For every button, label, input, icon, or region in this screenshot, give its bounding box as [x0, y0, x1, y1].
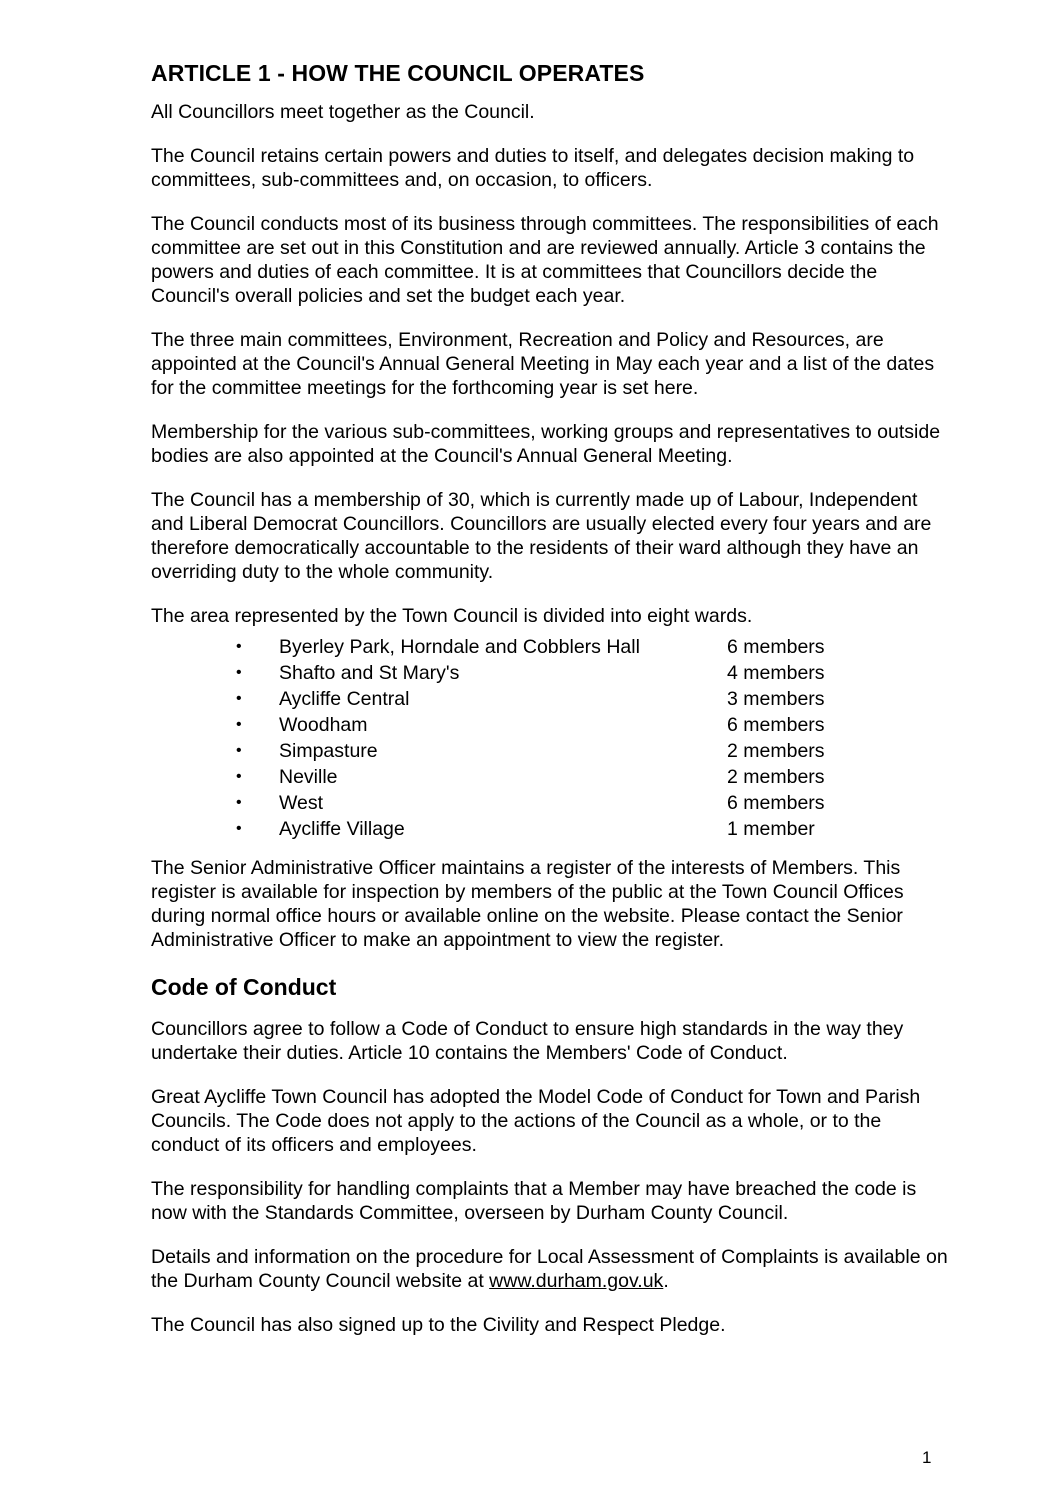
bullet-icon: • — [236, 638, 242, 655]
ward-members: 4 members — [727, 662, 825, 684]
bullet-icon: • — [236, 794, 242, 811]
paragraph-council-membership: The Council has a membership of 30, which is currently made up of Labour, Independent and Liberal Democrat Councillors. Councillors are usually elected every four years and are therefore democratically accountable to the residents of their ward although they have an overriding duty to the whole community. — [151, 489, 932, 583]
bullet-icon: • — [236, 768, 242, 785]
paragraph-membership: Membership for the various sub-committees, working groups and representatives to outside bodies are also appointed at the Council's Annual General Meeting. — [151, 421, 941, 467]
ward-members: 6 members — [727, 636, 825, 658]
bullet-icon: • — [236, 820, 242, 837]
paragraph-civility-pledge: The Council has also signed up to the Civility and Respect Pledge. — [151, 1314, 726, 1336]
bullet-icon: • — [236, 690, 242, 707]
paragraph-register-of-interests: The Senior Administrative Officer maintains a register of the interests of Members. This register is available for inspection by members of the public at the Town Council Offices during normal office hours or available online on the website. Please contact the Senior Administrative Officer to make an appointment to view the register. — [151, 857, 904, 951]
paragraph-councillors-meet: All Councillors meet together as the Council. — [151, 101, 535, 123]
ward-members: 2 members — [727, 740, 825, 762]
list-item — [151, 660, 951, 686]
paragraph-wards-intro: The area represented by the Town Council is divided into eight wards. — [151, 605, 753, 627]
ward-members: 6 members — [727, 714, 825, 736]
local-assessment-suffix: . — [663, 1270, 669, 1292]
paragraph-model-code: Great Aycliffe Town Council has adopted the Model Code of Conduct for Town and Parish Councils. The Code does not apply to the actions of the Council as a whole, or to the conduct of its officers and employees. — [151, 1086, 921, 1156]
wards-list — [151, 634, 951, 842]
list-item — [151, 816, 951, 842]
ward-members: 2 members — [727, 766, 825, 788]
local-assessment-text: Details and information on the procedure for Local Assessment of Complaints is available on the Durham County Council website at — [151, 1246, 948, 1292]
ward-name: West — [279, 792, 324, 814]
ward-name: Aycliffe Central — [279, 688, 410, 710]
bullet-icon: • — [236, 664, 242, 681]
ward-members: 3 members — [727, 688, 825, 710]
document-page — [151, 58, 951, 1357]
section-heading-code-of-conduct: Code of Conduct — [151, 974, 337, 1000]
paragraph-local-assessment — [151, 1245, 951, 1293]
list-item — [151, 738, 951, 764]
list-item — [151, 764, 951, 790]
list-item — [151, 634, 951, 660]
article-title: ARTICLE 1 - HOW THE COUNCIL OPERATES — [151, 60, 645, 86]
list-item — [151, 686, 951, 712]
paragraph-code-agreement: Councillors agree to follow a Code of Conduct to ensure high standards in the way they undertake their duties. Article 10 contains the Members' Code of Conduct. — [151, 1018, 904, 1064]
ward-members: 1 member — [727, 818, 815, 840]
list-item — [151, 712, 951, 738]
ward-name: Byerley Park, Horndale and Cobblers Hall — [279, 636, 640, 658]
ward-name: Simpasture — [279, 740, 378, 762]
ward-members: 6 members — [727, 792, 825, 814]
paragraph-committees: The Council conducts most of its business through committees. The responsibilities of each committee are set out in this Constitution and are reviewed annually. Article 3 contains the powers and duties of each committee. It is at committees that Councillors decide the Council's overall policies and set the budget each year. — [151, 213, 939, 307]
paragraph-powers-delegation: The Council retains certain powers and duties to itself, and delegates decision making to committees, sub-committees and, on occasion, to officers. — [151, 145, 915, 191]
durham-website-link[interactable]: www.durham.gov.uk — [489, 1270, 664, 1292]
paragraph-complaints-responsibility: The responsibility for handling complaints that a Member may have breached the code is now with the Standards Committee, overseen by Durham County Council. — [151, 1178, 917, 1224]
list-item — [151, 790, 951, 816]
bullet-icon: • — [236, 716, 242, 733]
ward-name: Woodham — [279, 714, 368, 736]
ward-name: Neville — [279, 766, 338, 788]
ward-name: Aycliffe Village — [279, 818, 405, 840]
bullet-icon: • — [236, 742, 242, 759]
page-number: 1 — [922, 1448, 932, 1467]
paragraph-main-committees: The three main committees, Environment, Recreation and Policy and Resources, are appointed at the Council's Annual General Meeting in May each year and a list of the dates for the committee meetings for the forthcoming year is set here. — [151, 329, 935, 399]
ward-name: Shafto and St Mary's — [279, 662, 460, 684]
